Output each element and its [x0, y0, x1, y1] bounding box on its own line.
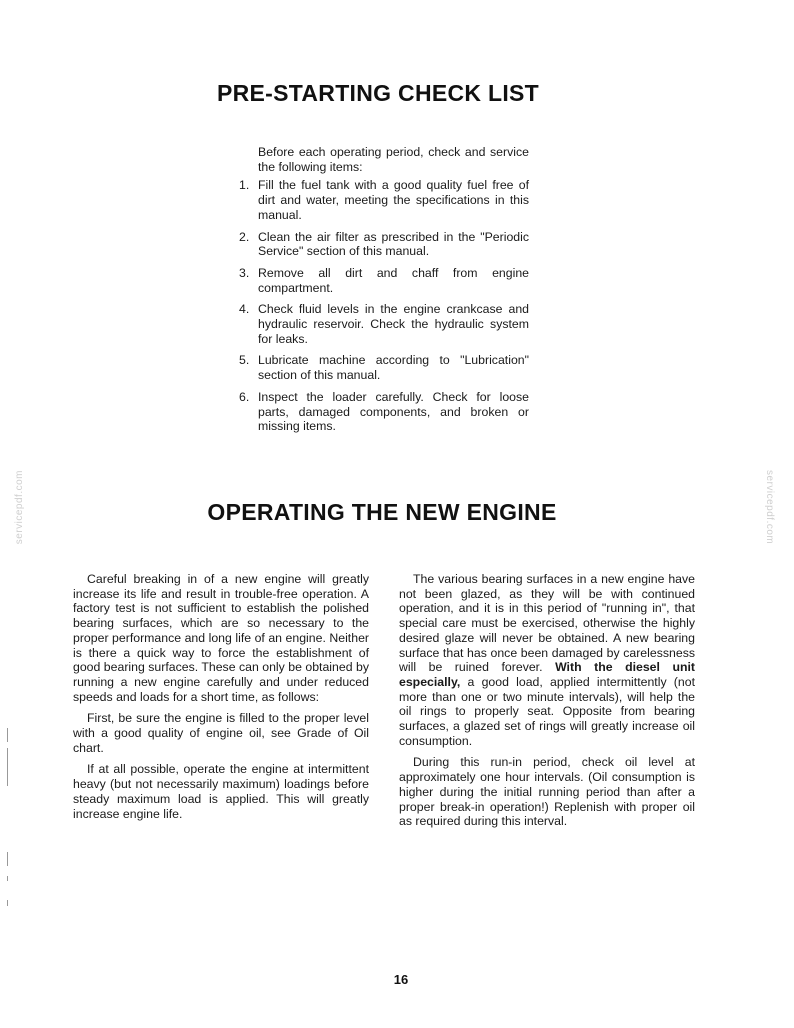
item-number: 6.: [239, 389, 250, 404]
engine-left-column: [73, 572, 369, 828]
paragraph: Careful breaking in of a new engine will greatly increase its life and result in trouble-free operation. A factory test is not sufficient to establish the polished bearing surfaces, which are so necessary to the proper performance and long life of an engine. Neither is there a quick way to force the establishment of good bearing surfaces. These can only be obtained by running a new engine carefully and under reduced speeds and loads for a short time, as follows:: [73, 572, 369, 704]
emphasis-text: With the diesel unit especially,: [399, 660, 695, 689]
paragraph-text: a good load, applied intermittently (not more than one or two minute intervals), will help the oil rings to properly seat. Opposite from bearing surfaces, a glazed set of rings will greatly increase oil consumption.: [399, 674, 695, 748]
item-text: Check fluid levels in the engine crankcase and hydraulic reservoir. Check the hydraulic system for leaks.: [258, 302, 529, 346]
checklist-item: [239, 178, 529, 222]
item-number: 4.: [239, 302, 250, 317]
checklist-item: [239, 353, 529, 382]
paragraph: First, be sure the engine is filled to the proper level with a good quality of engine oil, see Grade of Oil chart.: [73, 711, 369, 755]
item-number: 2.: [239, 229, 250, 244]
engine-section-title: OPERATING THE NEW ENGINE: [207, 499, 557, 525]
checklist-items: [239, 178, 529, 434]
checklist-title: PRE-STARTING CHECK LIST: [216, 80, 540, 106]
item-number: 5.: [239, 353, 250, 368]
checklist-intro: Before each operating period, check and service the following items:: [258, 145, 529, 174]
watermark-right: servicepdf.com: [764, 470, 775, 545]
paragraph: During this run-in period, check oil level at approximately one hour intervals. (Oil consumption is higher during the initial running period than after a proper break-in operation!) Replenish with proper oil as required during this interval.: [399, 755, 695, 829]
item-number: 3.: [239, 265, 250, 280]
paragraph: If at all possible, operate the engine at intermittent heavy (but not necessarily maximum) loadings before steady maximum load is applied. This will greatly increase engine life.: [73, 762, 369, 821]
item-text: Fill the fuel tank with a good quality fuel free of dirt and water, meeting the specifications in this manual.: [258, 178, 529, 222]
item-text: Remove all dirt and chaff from engine compartment.: [258, 265, 529, 295]
page-number: 16: [393, 972, 409, 987]
checklist-item: [239, 230, 529, 259]
margin-mark: [7, 900, 8, 906]
checklist-item: [239, 302, 529, 346]
item-text: Clean the air filter as prescribed in the "Periodic Service" section of this manual.: [258, 229, 529, 259]
paragraph-text: The various bearing surfaces in a new engine have not been glazed, as they will be with continued operation, and it is in this period of "running in", that special care must be exercised, otherwise the highly desired glaze will never be obtained. A new bearing surface that has once been damaged by carelessness will be ruined forever.: [399, 572, 695, 675]
margin-mark: [7, 748, 8, 786]
margin-mark: [7, 876, 8, 881]
margin-mark: [7, 852, 8, 866]
item-number: 1.: [239, 178, 250, 193]
item-text: Lubricate machine according to "Lubrication" section of this manual.: [258, 353, 529, 383]
margin-mark: [7, 728, 8, 742]
checklist-item: [239, 390, 529, 434]
checklist-item: [239, 266, 529, 295]
item-text: Inspect the loader carefully. Check for loose parts, damaged components, and broken or missing items.: [258, 389, 529, 434]
paragraph: [399, 572, 695, 748]
watermark-left: servicepdf.com: [14, 470, 25, 545]
checklist-section: [239, 145, 529, 441]
engine-right-column: [399, 572, 695, 836]
